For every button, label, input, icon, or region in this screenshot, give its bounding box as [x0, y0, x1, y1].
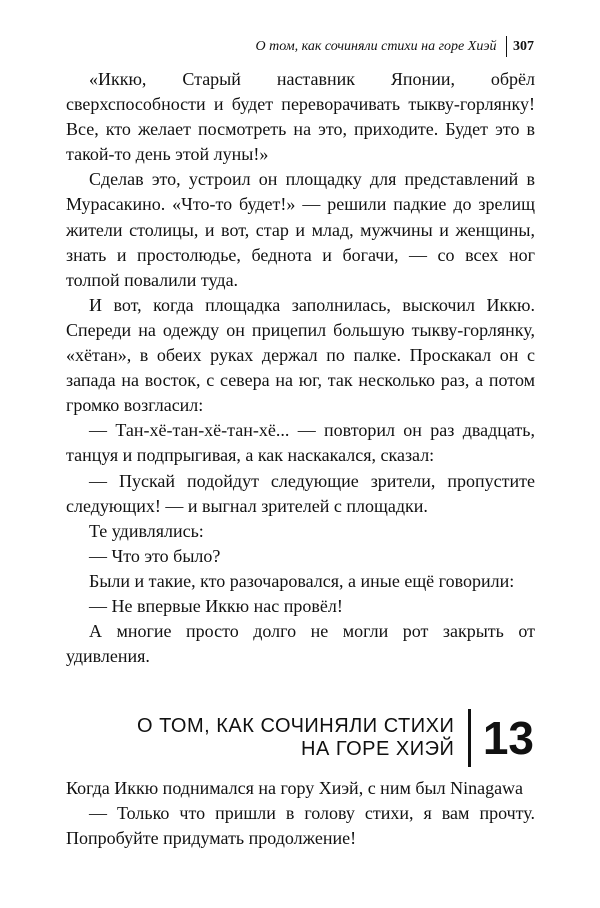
chapter-title-line: О ТОМ, КАК СОЧИНЯЛИ СТИХИ: [137, 715, 455, 737]
chapter-number: 13: [482, 712, 534, 764]
running-title: О том, как сочиняли стихи на горе Хиэй: [255, 38, 497, 54]
paragraph: Когда Иккю поднимался на гору Хиэй, с ним был Ninagawa: [66, 778, 524, 798]
bottom-text-block: [66, 776, 535, 851]
running-header: [256, 36, 535, 57]
chapter-title-line: НА ГОРЕ ХИЭЙ: [301, 738, 455, 760]
paragraph: И вот, когда площадка заполнилась, выскочил Иккю. Спереди на одежду он прицепил большую тыкву-горлянку, «хётан», в обеих руках держал по палке. Проскакал он с запада на восток, с севера на юг, так несколько раз, а потом громко возгласил:: [66, 294, 535, 416]
chapter-divider: [468, 709, 471, 767]
paragraph: «Иккю, Старый наставник Японии, обрёл сверхспособности и будет переворачивать тыкву-горлянку! Все, кто желает посмотреть на это, приходите. Будет это в такой-то день этой луны!»: [66, 69, 535, 165]
top-text-block: [66, 67, 535, 669]
dialogue-line: — Только что пришли в голову стихи, я вам прочту. Попробуйте придумать продолжение!: [66, 803, 535, 849]
dialogue-line: — Тан-хё-тан-хё-тан-хё... — повторил он раз двадцать, танцуя и подпрыгивая, а как наскакался, сказал:: [66, 420, 535, 466]
header-divider: [506, 36, 508, 57]
dialogue-line: — Что это было?: [89, 545, 221, 566]
dialogue-line: — Пускай подойдут следующие зрители, пропустите следующих! — и выгнал зрителей с площадки.: [66, 470, 535, 516]
chapter-heading: [137, 709, 534, 767]
chapter-title: [137, 715, 454, 761]
paragraph: Были и такие, кто разочаровался, а иные ещё говорили:: [89, 570, 515, 591]
page-number: 307: [513, 38, 534, 54]
paragraph: А многие просто долго не могли рот закрыть от удивления.: [66, 621, 535, 667]
paragraph: Те удивлялись:: [89, 520, 204, 541]
paragraph: Сделав это, устроил он площадку для представлений в Мурасакино. «Что-то будет!» — решили падкие до зрелищ жители столицы, и вот, стар и млад, мужчины и женщины, знать и простолюдье, беднота и богачи, — со всех ног толпой повалили туда.: [66, 169, 535, 290]
dialogue-line: — Не впервые Иккю нас провёл!: [89, 595, 343, 616]
